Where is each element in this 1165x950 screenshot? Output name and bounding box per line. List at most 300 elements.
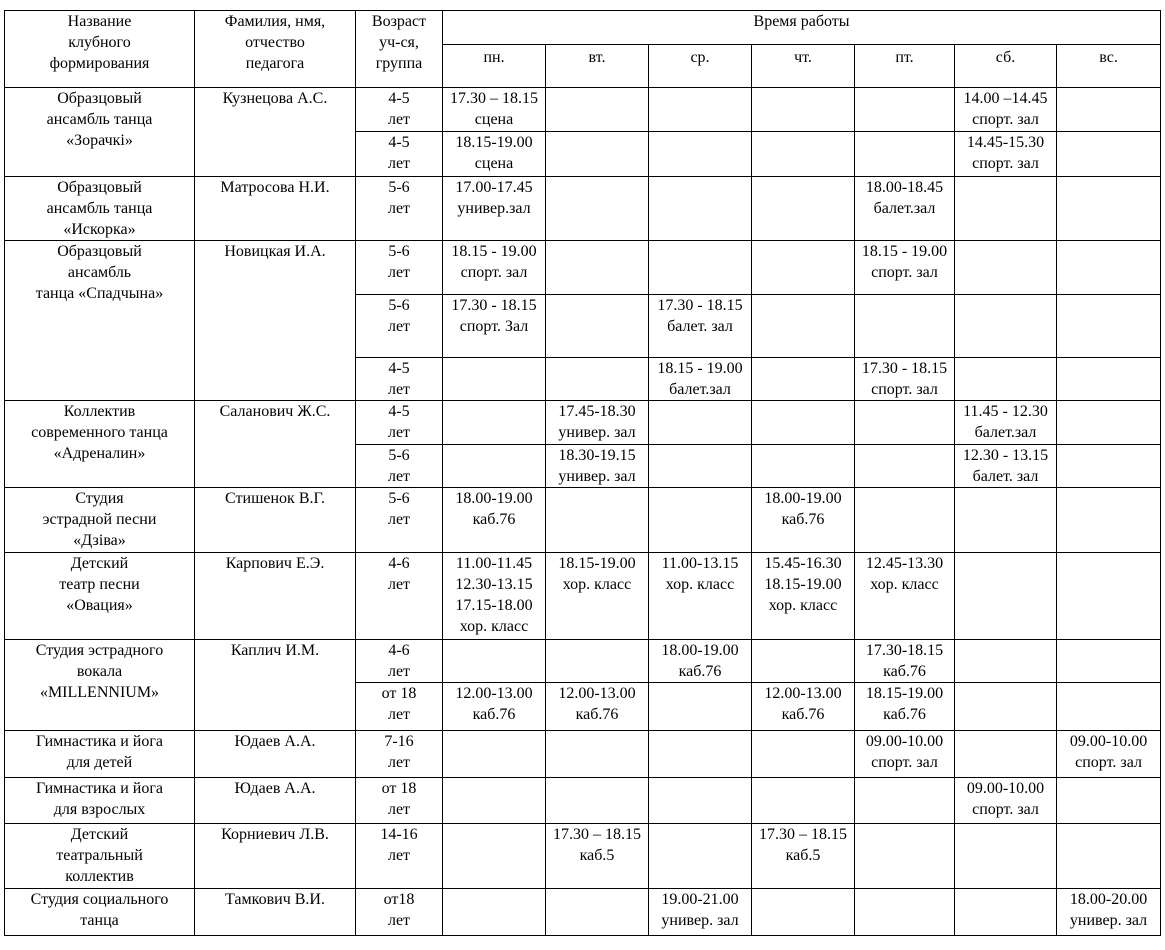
- table-row: [5, 241, 1161, 295]
- age-group-line: лет: [387, 155, 411, 172]
- schedule-time-line: 14.00 –14.45: [963, 90, 1048, 107]
- schedule-cell-пт: [855, 640, 955, 683]
- schedule-time-line: 09.00-10.00: [966, 780, 1045, 797]
- schedule-time-line: универ.зал: [457, 200, 531, 217]
- club-name-line: танца «Спадчына»: [35, 285, 164, 302]
- club-name-line: «MILLENNIUM»: [39, 684, 160, 701]
- schedule-cell-ср: [649, 889, 752, 936]
- schedule-time-line: 17.30 - 18.15: [861, 360, 948, 377]
- schedule-cell-пн: [443, 241, 546, 295]
- schedule-cell-вс: [1057, 401, 1161, 445]
- schedule-cell-пн: [443, 778, 546, 824]
- teacher-cell: Кузнецова А.С.: [195, 88, 356, 177]
- schedule-time-line: 09.00-10.00: [865, 733, 944, 750]
- club-name-cell: [5, 177, 195, 241]
- schedule-cell-пн: [443, 88, 546, 132]
- schedule-time-line: 15.45-16.30: [764, 555, 842, 572]
- schedule-cell-ср: [649, 295, 752, 358]
- teacher-cell: Корниевич Л.В.: [195, 824, 356, 889]
- schedule-cell-пн: [443, 640, 546, 683]
- schedule-cell-сб: [955, 731, 1057, 778]
- club-name-line: театр песни: [59, 576, 140, 593]
- schedule-cell-пн: [443, 177, 546, 241]
- club-name-line: для детей: [66, 754, 133, 771]
- schedule-cell-сб: [955, 889, 1057, 936]
- age-group-line: 4-5: [388, 90, 410, 107]
- schedule-time-line: 09.00-10.00: [1069, 733, 1148, 750]
- header-day: сб.: [955, 45, 1057, 88]
- schedule-cell-чт: [752, 683, 855, 731]
- club-name-cell: [5, 889, 195, 936]
- header-day: пт.: [855, 45, 955, 88]
- schedule-time-line: 12.45-13.30: [865, 555, 944, 572]
- schedule-cell-чт: [752, 640, 855, 683]
- schedule-time-line: 17.45-18.30: [558, 403, 636, 420]
- schedule-cell-вт: [546, 295, 649, 358]
- header-day: вт.: [546, 45, 649, 88]
- header-teacher-line: педагога: [245, 55, 305, 72]
- teacher-cell: Каплич И.М.: [195, 640, 356, 731]
- schedule-cell-сб: [955, 553, 1057, 640]
- club-name-line: современного танца: [31, 424, 168, 441]
- schedule-cell-пн: [443, 683, 546, 731]
- schedule-cell-пн: [443, 488, 546, 553]
- age-group-cell: [356, 889, 443, 936]
- teacher-cell: Юдаев А.А.: [195, 778, 356, 824]
- schedule-time-line: 12.00-13.00: [558, 685, 636, 702]
- club-name-line: Образцовый: [57, 90, 142, 107]
- schedule-cell-вт: [546, 88, 649, 132]
- schedule-time-line: универ. зал: [1069, 912, 1148, 929]
- age-group-line: 5-6: [388, 490, 410, 507]
- schedule-cell-чт: [752, 241, 855, 295]
- schedule-time-line: 18.00-20.00: [1069, 891, 1148, 908]
- schedule-cell-пт: [855, 445, 955, 488]
- age-group-cell: [356, 358, 443, 401]
- age-group-line: лет: [387, 801, 411, 818]
- schedule-time-line: спорт. Зал: [459, 318, 529, 335]
- schedule-cell-пт: [855, 824, 955, 889]
- schedule-time-line: каб.76: [472, 706, 516, 723]
- club-name-line: Коллектив: [63, 403, 136, 420]
- schedule-cell-ср: [649, 88, 752, 132]
- schedule-time-line: 18.15-19.00: [455, 134, 533, 151]
- schedule-cell-сб: [955, 445, 1057, 488]
- schedule-time-line: 12.00-13.00: [455, 685, 533, 702]
- age-group-line: лет: [387, 381, 411, 398]
- table-row: [5, 401, 1161, 445]
- schedule-container: [4, 10, 1161, 936]
- schedule-cell-чт: [752, 177, 855, 241]
- club-name-line: танца: [80, 912, 119, 929]
- schedule-cell-сб: [955, 683, 1057, 731]
- schedule-cell-вс: [1057, 295, 1161, 358]
- schedule-time-line: 17.30 – 18.15: [450, 90, 538, 107]
- teacher-cell: Карпович Е.Э.: [195, 553, 356, 640]
- schedule-time-line: спорт. зал: [871, 754, 938, 771]
- age-group-line: 5-6: [388, 243, 410, 260]
- club-name-cell: [5, 553, 195, 640]
- age-group-line: 4-5: [388, 360, 410, 377]
- schedule-time-line: спорт. зал: [460, 264, 528, 281]
- schedule-time-line: балет.зал: [669, 381, 731, 398]
- schedule-time-line: сцена: [474, 155, 514, 172]
- schedule-time-line: каб.76: [575, 706, 619, 723]
- header-club-name-line: клубного: [68, 34, 131, 51]
- schedule-cell-сб: [955, 132, 1057, 177]
- age-group-line: от 18: [381, 780, 417, 797]
- schedule-time-line: каб.5: [579, 847, 615, 864]
- schedule-time-line: 18.30-19.15: [558, 447, 636, 464]
- club-name-line: эстрадной песни: [42, 511, 157, 528]
- schedule-cell-пн: [443, 553, 546, 640]
- schedule-cell-ср: [649, 445, 752, 488]
- schedule-cell-пт: [855, 553, 955, 640]
- club-name-line: ансамбль: [67, 264, 132, 281]
- age-group-line: лет: [387, 576, 411, 593]
- club-name-line: ансамбль танца: [46, 200, 153, 217]
- schedule-cell-пн: [443, 401, 546, 445]
- schedule-cell-вт: [546, 358, 649, 401]
- club-name-line: вокала: [76, 663, 123, 680]
- schedule-time-line: 18.15 - 19.00: [451, 243, 537, 260]
- schedule-cell-пт: [855, 683, 955, 731]
- schedule-time-line: 17.30-18.15: [865, 642, 944, 659]
- schedule-time-line: хор. класс: [870, 576, 939, 593]
- teacher-cell: Саланович Ж.С.: [195, 401, 356, 488]
- schedule-cell-вс: [1057, 445, 1161, 488]
- schedule-time-line: 18.15 - 19.00: [861, 243, 948, 260]
- header-age-group-line: уч-ся,: [379, 34, 419, 51]
- schedule-cell-ср: [649, 241, 752, 295]
- age-group-line: от 18: [381, 685, 417, 702]
- schedule-time-line: 17.30 – 18.15: [759, 826, 847, 843]
- age-group-cell: [356, 640, 443, 683]
- schedule-time-line: 17.30 – 18.15: [553, 826, 641, 843]
- schedule-time-line: универ. зал: [661, 912, 739, 929]
- schedule-time-line: 19.00-21.00: [661, 891, 739, 908]
- schedule-time-line: 18.15 - 19.00: [657, 360, 743, 377]
- club-name-line: «Адреналин»: [53, 445, 146, 462]
- schedule-time-line: 18.00-19.00: [455, 490, 533, 507]
- schedule-cell-вс: [1057, 88, 1161, 132]
- age-group-cell: [356, 88, 443, 132]
- schedule-cell-чт: [752, 889, 855, 936]
- schedule-cell-вс: [1057, 778, 1161, 824]
- schedule-cell-вс: [1057, 683, 1161, 731]
- schedule-cell-вт: [546, 553, 649, 640]
- club-name-line: Студия социального: [30, 891, 169, 908]
- age-group-cell: [356, 553, 443, 640]
- header-day: вс.: [1057, 45, 1161, 88]
- header-club-name-line: Название: [67, 13, 132, 30]
- schedule-cell-вт: [546, 241, 649, 295]
- table-row: [5, 889, 1161, 936]
- schedule-cell-сб: [955, 241, 1057, 295]
- club-name-line: Студия: [75, 490, 124, 507]
- header-row-top: [5, 11, 1161, 45]
- table-row: [5, 177, 1161, 241]
- schedule-time-line: спорт. зал: [972, 111, 1039, 128]
- club-name-line: «Овация»: [66, 597, 133, 614]
- age-group-cell: [356, 241, 443, 295]
- header-work-time: Время работы: [443, 11, 1161, 45]
- schedule-time-line: 12.00-13.00: [764, 685, 842, 702]
- schedule-time-line: каб.76: [781, 511, 825, 528]
- schedule-time-line: балет.зал: [974, 424, 1037, 441]
- schedule-time-line: хор. класс: [459, 618, 529, 635]
- schedule-cell-ср: [649, 824, 752, 889]
- club-name-line: Образцовый: [57, 179, 142, 196]
- schedule-cell-вт: [546, 640, 649, 683]
- schedule-time-line: сцена: [474, 111, 514, 128]
- schedule-cell-ср: [649, 553, 752, 640]
- age-group-line: лет: [387, 912, 411, 929]
- schedule-cell-вс: [1057, 358, 1161, 401]
- age-group-line: лет: [387, 754, 411, 771]
- header-teacher-line: Фамилия, нмя,: [224, 13, 326, 30]
- header-club-name: [5, 11, 195, 88]
- teacher-cell: Новицкая И.А.: [195, 241, 356, 401]
- schedule-cell-вс: [1057, 731, 1161, 778]
- schedule-time-line: каб.76: [678, 663, 722, 680]
- age-group-cell: [356, 778, 443, 824]
- schedule-time-line: 18.15-19.00: [558, 555, 636, 572]
- age-group-line: 4-5: [388, 403, 410, 420]
- schedule-cell-пн: [443, 295, 546, 358]
- schedule-time-line: каб.76: [781, 706, 825, 723]
- schedule-cell-чт: [752, 731, 855, 778]
- schedule-time-line: хор. класс: [562, 576, 632, 593]
- schedule-cell-вт: [546, 445, 649, 488]
- schedule-cell-вс: [1057, 488, 1161, 553]
- age-group-line: 14-16: [380, 826, 418, 843]
- schedule-cell-чт: [752, 295, 855, 358]
- club-name-line: Детский: [70, 826, 129, 843]
- age-group-cell: [356, 488, 443, 553]
- schedule-time-line: 18.00-18.45: [865, 179, 944, 196]
- schedule-cell-сб: [955, 177, 1057, 241]
- schedule-table: [4, 10, 1161, 936]
- schedule-cell-пт: [855, 401, 955, 445]
- club-name-line: Студия эстрадного: [35, 642, 164, 659]
- schedule-time-line: балет.зал: [873, 200, 936, 217]
- club-name-line: театральный: [56, 847, 143, 864]
- table-row: [5, 824, 1161, 889]
- club-name-cell: [5, 401, 195, 488]
- age-group-cell: [356, 824, 443, 889]
- age-group-cell: [356, 295, 443, 358]
- schedule-cell-чт: [752, 824, 855, 889]
- schedule-time-line: 18.15-19.00: [764, 576, 842, 593]
- schedule-cell-вт: [546, 401, 649, 445]
- schedule-cell-ср: [649, 731, 752, 778]
- schedule-time-line: 11.45 - 12.30: [963, 403, 1048, 420]
- teacher-cell: Тамкович В.И.: [195, 889, 356, 936]
- schedule-cell-чт: [752, 401, 855, 445]
- age-group-line: лет: [387, 424, 411, 441]
- schedule-cell-пт: [855, 88, 955, 132]
- schedule-cell-сб: [955, 401, 1057, 445]
- club-name-cell: [5, 824, 195, 889]
- schedule-cell-чт: [752, 488, 855, 553]
- club-name-line: «Дзіва»: [73, 532, 126, 549]
- age-group-line: лет: [387, 468, 411, 485]
- schedule-cell-вс: [1057, 177, 1161, 241]
- club-name-line: «Зорачкі»: [66, 132, 133, 149]
- schedule-cell-пт: [855, 358, 955, 401]
- schedule-body: [5, 88, 1161, 936]
- table-row: [5, 88, 1161, 132]
- teacher-cell: Стишенок В.Г.: [195, 488, 356, 553]
- schedule-cell-сб: [955, 295, 1057, 358]
- schedule-cell-вс: [1057, 241, 1161, 295]
- age-group-cell: [356, 683, 443, 731]
- schedule-cell-пн: [443, 889, 546, 936]
- schedule-time-line: 17.30 - 18.15: [451, 297, 537, 314]
- header-age-group: [356, 11, 443, 88]
- schedule-cell-чт: [752, 553, 855, 640]
- schedule-time-line: спорт. зал: [871, 264, 938, 281]
- schedule-cell-ср: [649, 132, 752, 177]
- schedule-time-line: каб.76: [883, 663, 926, 680]
- schedule-time-line: 18.15-19.00: [865, 685, 944, 702]
- schedule-cell-ср: [649, 683, 752, 731]
- header-day: ср.: [649, 45, 752, 88]
- age-group-line: лет: [387, 511, 411, 528]
- table-row: [5, 553, 1161, 640]
- age-group-line: лет: [387, 706, 411, 723]
- schedule-time-line: хор. класс: [768, 597, 838, 614]
- schedule-cell-вт: [546, 488, 649, 553]
- age-group-line: 5-6: [388, 179, 410, 196]
- schedule-time-line: каб.76: [472, 511, 516, 528]
- header-day: пн.: [443, 45, 546, 88]
- schedule-cell-ср: [649, 177, 752, 241]
- schedule-time-line: балет. зал: [667, 318, 733, 335]
- age-group-line: лет: [387, 111, 411, 128]
- club-name-cell: [5, 488, 195, 553]
- age-group-cell: [356, 731, 443, 778]
- schedule-time-line: 18.00-19.00: [764, 490, 842, 507]
- schedule-cell-пн: [443, 824, 546, 889]
- schedule-cell-вт: [546, 132, 649, 177]
- schedule-time-line: спорт. зал: [972, 801, 1039, 818]
- teacher-cell: Юдаев А.А.: [195, 731, 356, 778]
- schedule-time-line: универ. зал: [558, 468, 636, 485]
- schedule-cell-вс: [1057, 132, 1161, 177]
- club-name-line: коллектив: [65, 868, 134, 885]
- schedule-time-line: 12.30-13.15: [455, 576, 533, 593]
- schedule-cell-вт: [546, 778, 649, 824]
- schedule-cell-пн: [443, 731, 546, 778]
- age-group-cell: [356, 445, 443, 488]
- schedule-cell-пт: [855, 889, 955, 936]
- schedule-time-line: хор. класс: [665, 576, 735, 593]
- schedule-cell-вс: [1057, 553, 1161, 640]
- schedule-cell-ср: [649, 401, 752, 445]
- age-group-line: 4-6: [388, 642, 410, 659]
- schedule-cell-сб: [955, 488, 1057, 553]
- age-group-line: лет: [387, 663, 411, 680]
- schedule-cell-вт: [546, 889, 649, 936]
- age-group-line: от18: [383, 891, 415, 908]
- schedule-cell-вт: [546, 824, 649, 889]
- schedule-time-line: 17.30 - 18.15: [657, 297, 743, 314]
- age-group-line: 4-5: [388, 134, 410, 151]
- header-teacher-line: отчество: [245, 34, 305, 51]
- club-name-line: ансамбль танца: [46, 111, 153, 128]
- schedule-cell-ср: [649, 488, 752, 553]
- schedule-cell-вт: [546, 731, 649, 778]
- club-name-line: «Искорка»: [63, 221, 136, 238]
- schedule-cell-чт: [752, 445, 855, 488]
- header-age-group-line: Возраст: [371, 13, 427, 30]
- schedule-time-line: 17.15-18.00: [455, 597, 533, 614]
- header-day: чт.: [752, 45, 855, 88]
- schedule-cell-сб: [955, 88, 1057, 132]
- header-age-group-line: группа: [375, 55, 423, 72]
- age-group-line: 5-6: [388, 447, 410, 464]
- schedule-cell-пт: [855, 731, 955, 778]
- schedule-cell-сб: [955, 778, 1057, 824]
- club-name-line: Гимнастика и йога: [35, 780, 164, 797]
- schedule-cell-пн: [443, 445, 546, 488]
- schedule-time-line: спорт. зал: [871, 381, 938, 398]
- club-name-line: для взрослых: [53, 801, 146, 818]
- schedule-time-line: спорт. зал: [972, 155, 1039, 172]
- age-group-line: лет: [387, 847, 411, 864]
- club-name-cell: [5, 778, 195, 824]
- schedule-cell-сб: [955, 824, 1057, 889]
- schedule-cell-пт: [855, 778, 955, 824]
- schedule-cell-вт: [546, 177, 649, 241]
- age-group-line: 4-6: [388, 555, 410, 572]
- age-group-cell: [356, 401, 443, 445]
- schedule-cell-ср: [649, 640, 752, 683]
- table-row: [5, 778, 1161, 824]
- schedule-cell-вс: [1057, 824, 1161, 889]
- schedule-cell-пт: [855, 488, 955, 553]
- header-teacher: [195, 11, 356, 88]
- age-group-line: лет: [387, 264, 411, 281]
- schedule-cell-пн: [443, 132, 546, 177]
- schedule-time-line: 11.00-13.15: [661, 555, 739, 572]
- schedule-cell-сб: [955, 358, 1057, 401]
- club-name-cell: [5, 241, 195, 401]
- club-name-line: Образцовый: [57, 243, 142, 260]
- schedule-time-line: 12.30 - 13.15: [962, 447, 1049, 464]
- schedule-cell-чт: [752, 88, 855, 132]
- schedule-cell-вс: [1057, 640, 1161, 683]
- table-row: [5, 731, 1161, 778]
- schedule-cell-вс: [1057, 889, 1161, 936]
- table-row: [5, 488, 1161, 553]
- club-name-cell: [5, 640, 195, 731]
- schedule-cell-чт: [752, 778, 855, 824]
- schedule-cell-ср: [649, 358, 752, 401]
- schedule-time-line: каб.76: [883, 706, 926, 723]
- schedule-time-line: спорт. зал: [1075, 754, 1142, 771]
- schedule-cell-пн: [443, 358, 546, 401]
- age-group-line: 5-6: [388, 297, 410, 314]
- club-name-cell: [5, 88, 195, 177]
- schedule-time-line: балет. зал: [972, 468, 1039, 485]
- schedule-time-line: каб.5: [785, 847, 821, 864]
- teacher-cell: Матросова Н.И.: [195, 177, 356, 241]
- schedule-cell-пт: [855, 241, 955, 295]
- age-group-line: лет: [387, 318, 411, 335]
